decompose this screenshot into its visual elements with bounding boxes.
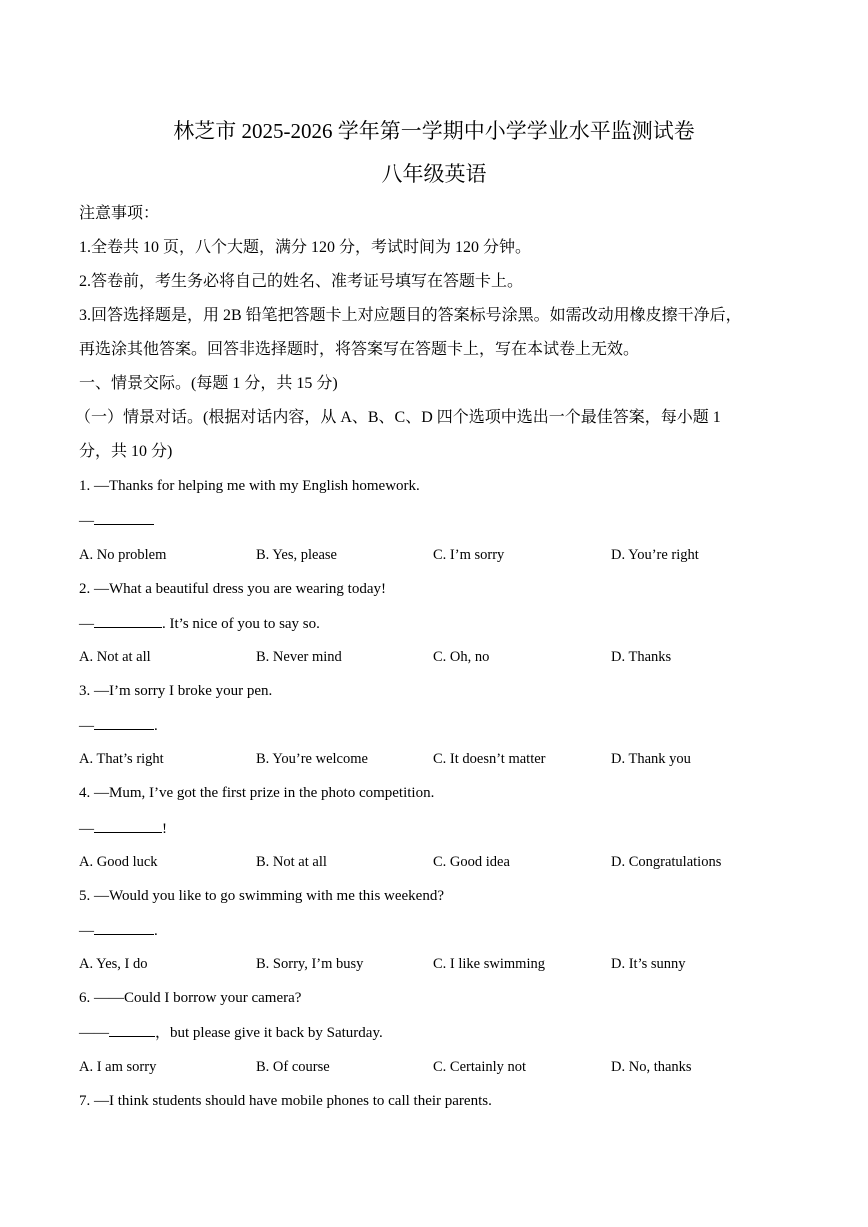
answer-line: — . bbox=[79, 920, 158, 941]
answer-blank[interactable] bbox=[109, 1022, 155, 1037]
option-d[interactable]: D. It’s sunny bbox=[611, 956, 686, 972]
option-c[interactable]: C. Certainly not bbox=[433, 1059, 527, 1075]
question-stem: 2. —What a beautiful dress you are wearing today! bbox=[79, 581, 386, 597]
option-b[interactable]: B. You’re welcome bbox=[256, 751, 368, 767]
question-stem: 3. —I’m sorry I broke your pen. bbox=[79, 683, 273, 699]
option-c[interactable]: C. Oh, no bbox=[433, 649, 490, 665]
section-subtitle: 分，共 10 分) bbox=[79, 443, 173, 460]
document-title: 林芝市 2025-2026 学年第一学期中小学学业水平监测试卷 bbox=[173, 119, 695, 143]
notice-item: 2.答卷前，考生务必将自己的姓名、准考证号填写在答题卡上。 bbox=[79, 273, 524, 290]
answer-blank[interactable] bbox=[94, 920, 154, 935]
option-a[interactable]: A. Good luck bbox=[79, 854, 158, 870]
answer-blank[interactable] bbox=[94, 818, 162, 833]
option-d[interactable]: D. Thank you bbox=[611, 751, 691, 767]
option-d[interactable]: D. You’re right bbox=[611, 547, 699, 563]
question-stem: 4. —Mum, I’ve got the first prize in the photo competition. bbox=[79, 785, 435, 801]
answer-line: — . bbox=[79, 715, 158, 736]
option-d[interactable]: D. Congratulations bbox=[611, 854, 722, 870]
question-stem: 1. —Thanks for helping me with my English homework. bbox=[79, 478, 420, 494]
answer-line: —— ，but please give it back by Saturday. bbox=[79, 1022, 383, 1043]
answer-line: — ! bbox=[79, 818, 167, 839]
answer-blank[interactable] bbox=[94, 510, 154, 525]
option-d[interactable]: D. No, thanks bbox=[611, 1059, 692, 1075]
option-c[interactable]: C. I like swimming bbox=[433, 956, 545, 972]
option-a[interactable]: A. Not at all bbox=[79, 649, 151, 665]
option-b[interactable]: B. Sorry, I’m busy bbox=[256, 956, 364, 972]
question-stem: 7. —I think students should have mobile phones to call their parents. bbox=[79, 1093, 492, 1109]
option-b[interactable]: B. Of course bbox=[256, 1059, 330, 1075]
document-subtitle: 八年级英语 bbox=[381, 162, 487, 186]
option-b[interactable]: B. Not at all bbox=[256, 854, 327, 870]
section-subtitle: （一）情景对话。(根据对话内容，从 A、B、C、D 四个选项中选出一个最佳答案，每小题 1 bbox=[75, 409, 721, 426]
answer-line: — . It’s nice of you to say so. bbox=[79, 613, 320, 634]
notice-heading: 注意事项： bbox=[79, 205, 160, 222]
answer-blank[interactable] bbox=[94, 613, 162, 628]
option-b[interactable]: B. Never mind bbox=[256, 649, 342, 665]
option-c[interactable]: C. It doesn’t matter bbox=[433, 751, 546, 767]
notice-item: 3.回答选择题是，用 2B 铅笔把答题卡上对应题目的答案标号涂黑。如需改动用橡皮擦干净后， bbox=[79, 307, 742, 324]
answer-line: — bbox=[79, 510, 154, 531]
answer-blank[interactable] bbox=[94, 715, 154, 730]
option-a[interactable]: A. That’s right bbox=[79, 751, 164, 767]
question-stem: 6. ——Could I borrow your camera? bbox=[79, 990, 302, 1006]
option-d[interactable]: D. Thanks bbox=[611, 649, 672, 665]
notice-item: 再选涂其他答案。回答非选择题时，将答案写在答题卡上，写在本试卷上无效。 bbox=[79, 341, 640, 358]
option-c[interactable]: C. I’m sorry bbox=[433, 547, 505, 563]
notice-item: 1.全卷共 10 页，八个大题，满分 120 分，考试时间为 120 分钟。 bbox=[79, 239, 532, 256]
option-a[interactable]: A. No problem bbox=[79, 547, 167, 563]
option-c[interactable]: C. Good idea bbox=[433, 854, 510, 870]
option-a[interactable]: A. Yes, I do bbox=[79, 956, 148, 972]
question-stem: 5. —Would you like to go swimming with me this weekend? bbox=[79, 888, 445, 904]
option-a[interactable]: A. I am sorry bbox=[79, 1059, 157, 1075]
section-title: 一、情景交际。(每题 1 分，共 15 分) bbox=[79, 375, 338, 392]
option-b[interactable]: B. Yes, please bbox=[256, 547, 337, 563]
